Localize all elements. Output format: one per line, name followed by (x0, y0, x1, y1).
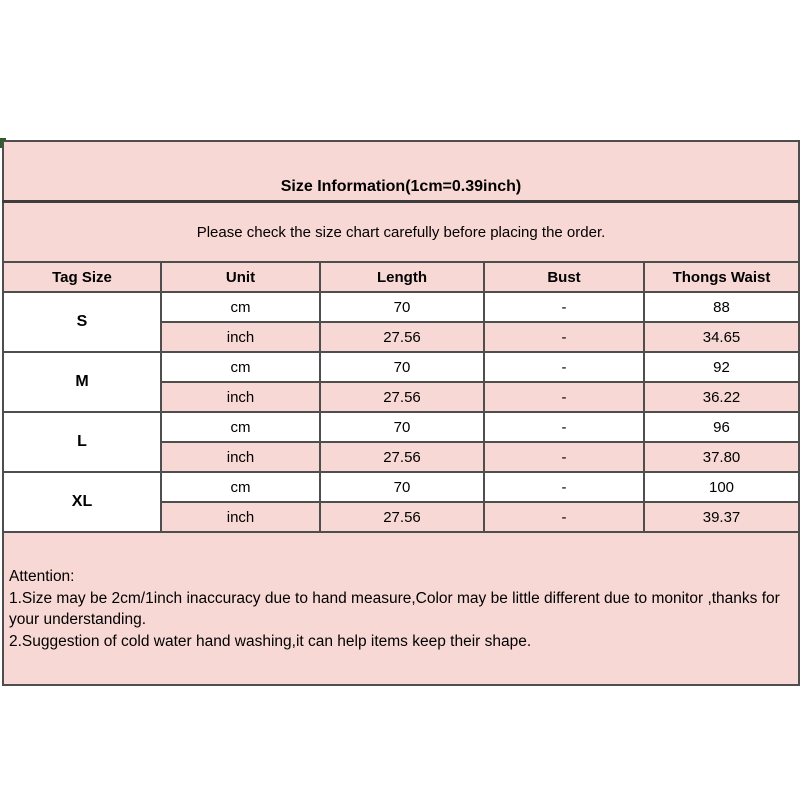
column-header-bust: Bust (484, 262, 644, 292)
table-cell: 39.37 (644, 502, 799, 532)
table-cell: 27.56 (320, 382, 484, 412)
attention-line-1: 1.Size may be 2cm/1inch inaccuracy due to hand measure,Color may be little different due to monitor ,thanks for your understanding. (9, 589, 780, 628)
size-chart-container (2, 140, 798, 686)
table-header-row (3, 262, 799, 292)
subtitle-text: Please check the size chart carefully before placing the order. (3, 202, 799, 263)
table-row-xl-cm (3, 472, 799, 502)
table-cell: - (484, 472, 644, 502)
size-chart-table (2, 140, 800, 686)
table-cell: - (484, 352, 644, 382)
table-cell: inch (161, 442, 320, 472)
table-cell: 70 (320, 412, 484, 442)
table-cell: - (484, 382, 644, 412)
column-header-length: Length (320, 262, 484, 292)
table-cell: - (484, 502, 644, 532)
table-row-l-cm (3, 412, 799, 442)
tag-size-cell-l: L (3, 412, 161, 472)
tag-size-cell-xl: XL (3, 472, 161, 532)
table-cell: inch (161, 382, 320, 412)
table-cell: 37.80 (644, 442, 799, 472)
table-cell: 88 (644, 292, 799, 322)
table-cell: cm (161, 352, 320, 382)
table-cell: - (484, 442, 644, 472)
table-cell: 34.65 (644, 322, 799, 352)
column-header-tag-size: Tag Size (3, 262, 161, 292)
table-cell: 27.56 (320, 322, 484, 352)
attention-heading: Attention: (9, 568, 75, 585)
table-cell: 96 (644, 412, 799, 442)
column-header-unit: Unit (161, 262, 320, 292)
tag-size-cell-m: M (3, 352, 161, 412)
table-row-m-cm (3, 352, 799, 382)
table-cell: - (484, 292, 644, 322)
attention-row (3, 532, 799, 685)
table-cell: 36.22 (644, 382, 799, 412)
table-cell: 92 (644, 352, 799, 382)
table-cell: 70 (320, 472, 484, 502)
column-header-thongs-waist: Thongs Waist (644, 262, 799, 292)
table-cell: - (484, 322, 644, 352)
page-title: Size Information(1cm=0.39inch) (3, 141, 799, 202)
table-cell: inch (161, 322, 320, 352)
tag-size-cell-s: S (3, 292, 161, 352)
attention-line-2: 2.Suggestion of cold water hand washing,it can help items keep their shape. (9, 632, 532, 650)
table-cell: - (484, 412, 644, 442)
attention-note (3, 532, 799, 685)
table-row-s-cm (3, 292, 799, 322)
table-cell: 100 (644, 472, 799, 502)
table-cell: cm (161, 412, 320, 442)
subtitle-row (3, 202, 799, 263)
table-cell: inch (161, 502, 320, 532)
table-cell: 27.56 (320, 442, 484, 472)
table-cell: 27.56 (320, 502, 484, 532)
table-cell: cm (161, 472, 320, 502)
table-cell: 70 (320, 292, 484, 322)
table-cell: 70 (320, 352, 484, 382)
title-row (3, 141, 799, 202)
table-cell: cm (161, 292, 320, 322)
